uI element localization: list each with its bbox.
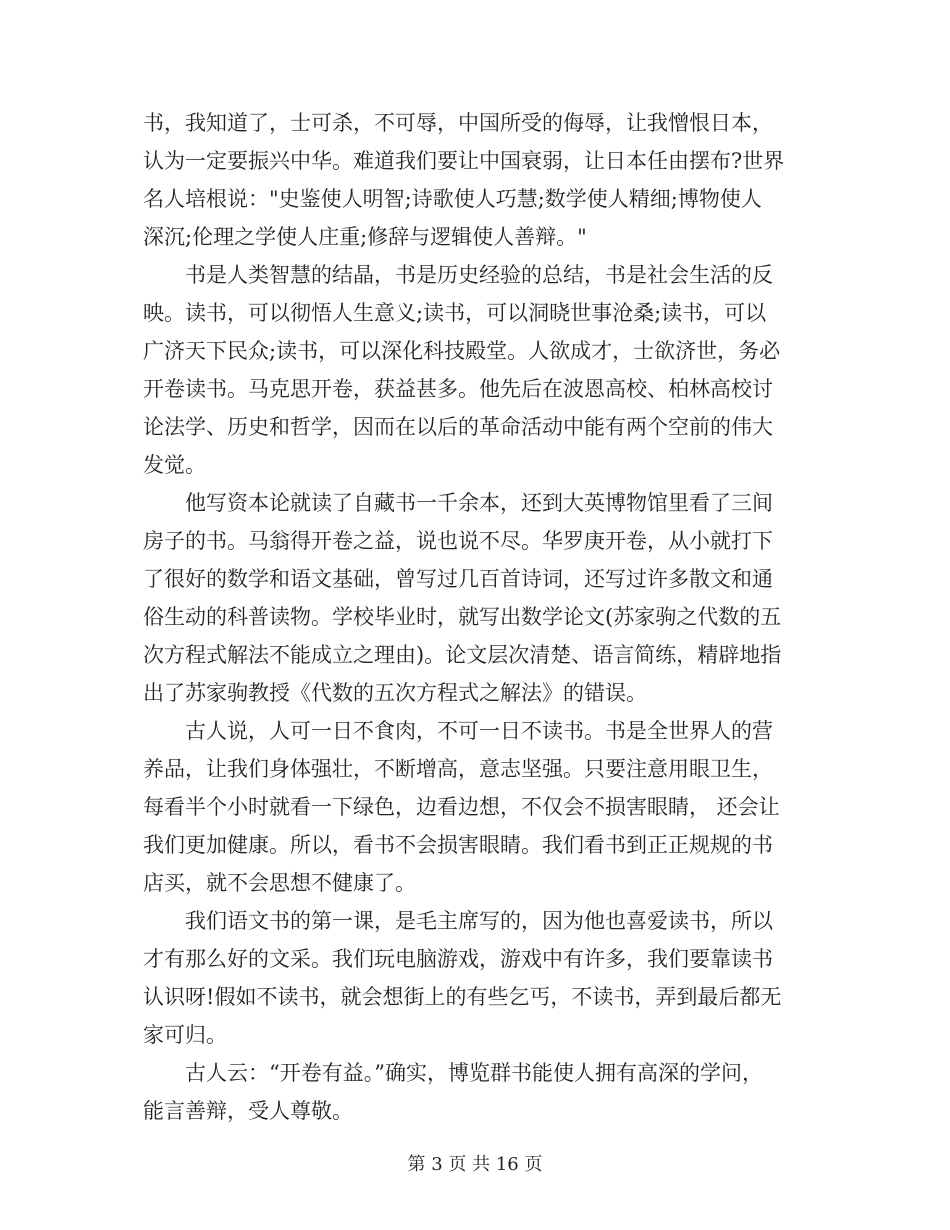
text-line: 养品，让我们身体强壮，不断增高，意志坚强。只要注意用眼卫生， [143, 757, 773, 781]
text-line: 古人云：“开卷有益。”确实，博览群书能使人拥有高深的学问， [143, 1061, 763, 1085]
text-line: 房子的书。马翁得开卷之益，说也说不尽。华罗庚开卷，从小就打下 [143, 529, 773, 553]
text-line: 发觉。 [143, 453, 206, 477]
text-line: 家可归。 [143, 1023, 227, 1047]
text-line: 深沉;伦理之学使人庄重;修辞与逻辑使人善辩。" [143, 225, 587, 249]
text-line: 他写资本论就读了自藏书一千余本，还到大英博物馆里看了三间 [143, 491, 773, 515]
page-number-footer: 第 3 页 共 16 页 [407, 1154, 543, 1175]
text-line: 书是人类智慧的结晶，书是历史经验的总结，书是社会生活的反 [143, 263, 773, 287]
text-line: 开卷读书。马克思开卷，获益甚多。他先后在波恩高校、柏林高校讨 [143, 377, 773, 401]
text-line: 古人说，人可一日不食肉，不可一日不读书。书是全世界人的营 [143, 719, 773, 743]
text-line: 书，我知道了，士可杀，不可辱，中国所受的侮辱，让我憎恨日本， [143, 111, 773, 135]
text-line: 店买，就不会思想不健康了。 [143, 871, 416, 895]
text-line: 认为一定要振兴中华。难道我们要让中国衰弱，让日本任由摆布?世界 [143, 149, 785, 173]
text-line: 认识呀!假如不读书，就会想街上的有些乞丐，不读书，弄到最后都无 [143, 985, 782, 1009]
text-line: 能言善辩，受人尊敬。 [143, 1099, 353, 1123]
text-line: 出了苏家驹教授《代数的五次方程式之解法》的错误。 [143, 681, 647, 705]
text-line: 映。读书，可以彻悟人生意义;读书，可以洞晓世事沧桑;读书，可以 [143, 301, 767, 325]
text-line: 名人培根说："史鉴使人明智;诗歌使人巧慧;数学使人精细;博物使人 [143, 187, 762, 211]
text-line: 次方程式解法不能成立之理由)。论文层次清楚、语言简练，精辟地指 [143, 643, 782, 667]
text-line: 了很好的数学和语文基础，曾写过几百首诗词，还写过许多散文和通 [143, 567, 773, 591]
text-line: 我们语文书的第一课，是毛主席写的，因为他也喜爱读书，所以 [143, 909, 773, 933]
text-line: 论法学、历史和哲学，因而在以后的革命活动中能有两个空前的伟大 [143, 415, 773, 439]
text-line: 俗生动的科普读物。学校毕业时，就写出数学论文(苏家驹之代数的五 [143, 605, 782, 629]
text-line: 才有那么好的文采。我们玩电脑游戏，游戏中有许多，我们要靠读书 [143, 947, 773, 971]
text-line: 我们更加健康。所以，看书不会损害眼睛。我们看书到正正规规的书 [143, 833, 773, 857]
text-line: 每看半个小时就看一下绿色，边看边想，不仅会不损害眼睛， 还会让 [143, 795, 780, 819]
text-line: 广济天下民众;读书，可以深化科技殿堂。人欲成才，士欲济世，务必 [143, 339, 781, 363]
